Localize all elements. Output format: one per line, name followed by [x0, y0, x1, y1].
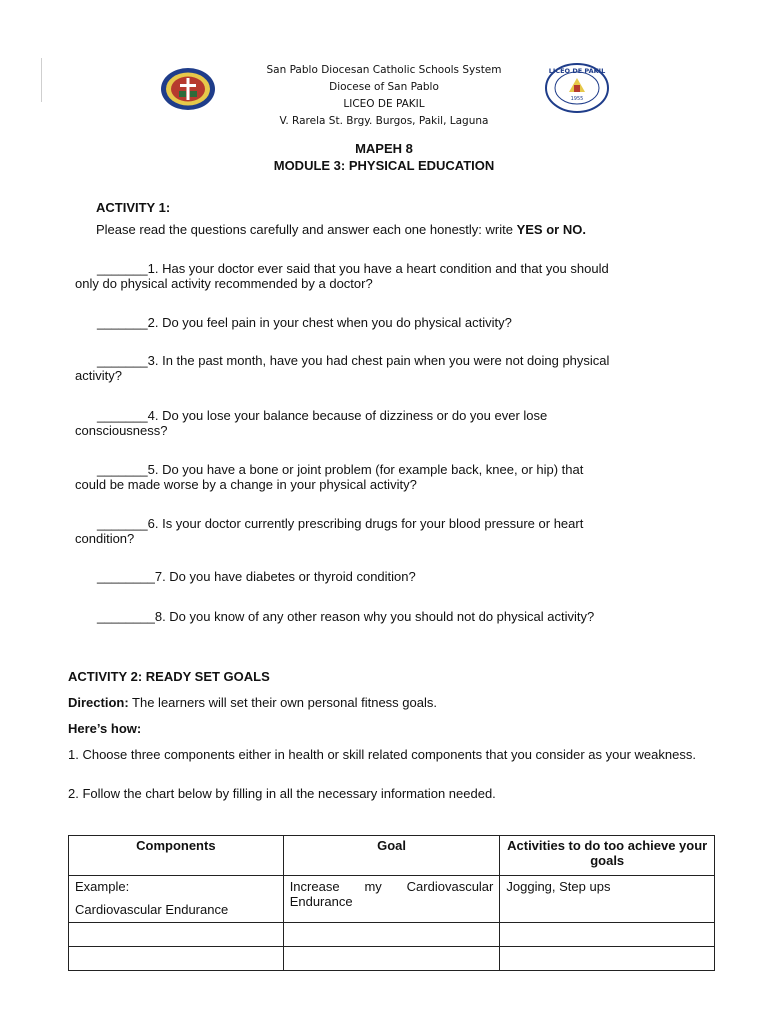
empty-cell[interactable]	[283, 923, 500, 947]
table-row	[69, 923, 715, 947]
header-school-name: LICEO DE PAKIL	[343, 98, 425, 110]
table-row	[69, 876, 715, 923]
activity1-heading: ACTIVITY 1:	[96, 200, 171, 215]
empty-cell[interactable]	[500, 923, 715, 947]
activity2-heading: ACTIVITY 2: READY SET GOALS	[68, 669, 270, 684]
table-header-row	[69, 836, 715, 876]
svg-text:LICEO DE PAKIL: LICEO DE PAKIL	[548, 67, 606, 75]
answer-blank[interactable]: _______	[97, 353, 148, 368]
question-4: _______4. Do you lose your balance because of dizziness or do you ever lose consciousness?	[75, 408, 548, 438]
activity2-direction: Direction: The learners will set their own personal fitness goals.	[68, 695, 437, 710]
header-diocese: Diocese of San Pablo	[329, 81, 439, 93]
activity1-instruction: Please read the questions carefully and answer each one honestly: write YES or NO.	[96, 222, 586, 237]
answer-blank[interactable]: _______	[97, 516, 148, 531]
answer-blank[interactable]: _______	[97, 462, 148, 477]
question-7: ________7. Do you have diabetes or thyroid condition?	[97, 569, 416, 584]
question-5: _______5. Do you have a bone or joint problem (for example back, knee, or hip) that could be made worse by a change in your physical activity?	[75, 462, 584, 492]
answer-blank[interactable]: _______	[97, 408, 148, 423]
question-8: ________8. Do you know of any other reason why you should not do physical activity?	[97, 609, 595, 624]
empty-cell[interactable]	[283, 947, 500, 971]
question-2: _______2. Do you feel pain in your chest when you do physical activity?	[97, 315, 512, 330]
column-header-components: Components	[69, 836, 284, 876]
column-header-goal: Goal	[283, 836, 500, 876]
header-system-name: San Pablo Diocesan Catholic Schools System	[266, 64, 502, 76]
example-component-cell: Example: Cardiovascular Endurance	[69, 876, 284, 923]
table-row	[69, 947, 715, 971]
answer-blank[interactable]: _______	[97, 315, 148, 330]
answer-blank[interactable]: _______	[97, 261, 148, 276]
question-1: _______1. Has your doctor ever said that you have a heart condition and that you should only do physical activity recommended by a doctor?	[75, 261, 609, 291]
svg-text:1955: 1955	[570, 96, 584, 102]
module-title: MODULE 3: PHYSICAL EDUCATION	[273, 158, 495, 173]
question-6: _______6. Is your doctor currently prescribing drugs for your blood pressure or heart condition?	[75, 516, 584, 546]
activity2-step2: 2. Follow the chart below by filling in all the necessary information needed.	[68, 786, 496, 801]
example-goal-cell: Increase my Cardiovascular Endurance	[283, 876, 500, 923]
column-header-activities: Activities to do too achieve your goals	[500, 836, 715, 876]
answer-blank[interactable]: ________	[97, 609, 155, 624]
header-address: V. Rarela St. Brgy. Burgos, Pakil, Laguna	[279, 115, 489, 127]
empty-cell[interactable]	[69, 923, 284, 947]
empty-cell[interactable]	[500, 947, 715, 971]
goals-table	[68, 835, 715, 971]
subject-title: MAPEH 8	[355, 141, 413, 156]
question-3: _______3. In the past month, have you had chest pain when you were not doing physical activity?	[75, 353, 610, 383]
school-header	[0, 62, 768, 130]
activity2-howto-label: Here’s how:	[68, 721, 142, 736]
example-activities-cell: Jogging, Step ups	[500, 876, 715, 923]
answer-blank[interactable]: ________	[97, 569, 155, 584]
activity2-step1: 1. Choose three components either in health or skill related components that you consider as your weakness.	[68, 747, 696, 762]
empty-cell[interactable]	[69, 947, 284, 971]
